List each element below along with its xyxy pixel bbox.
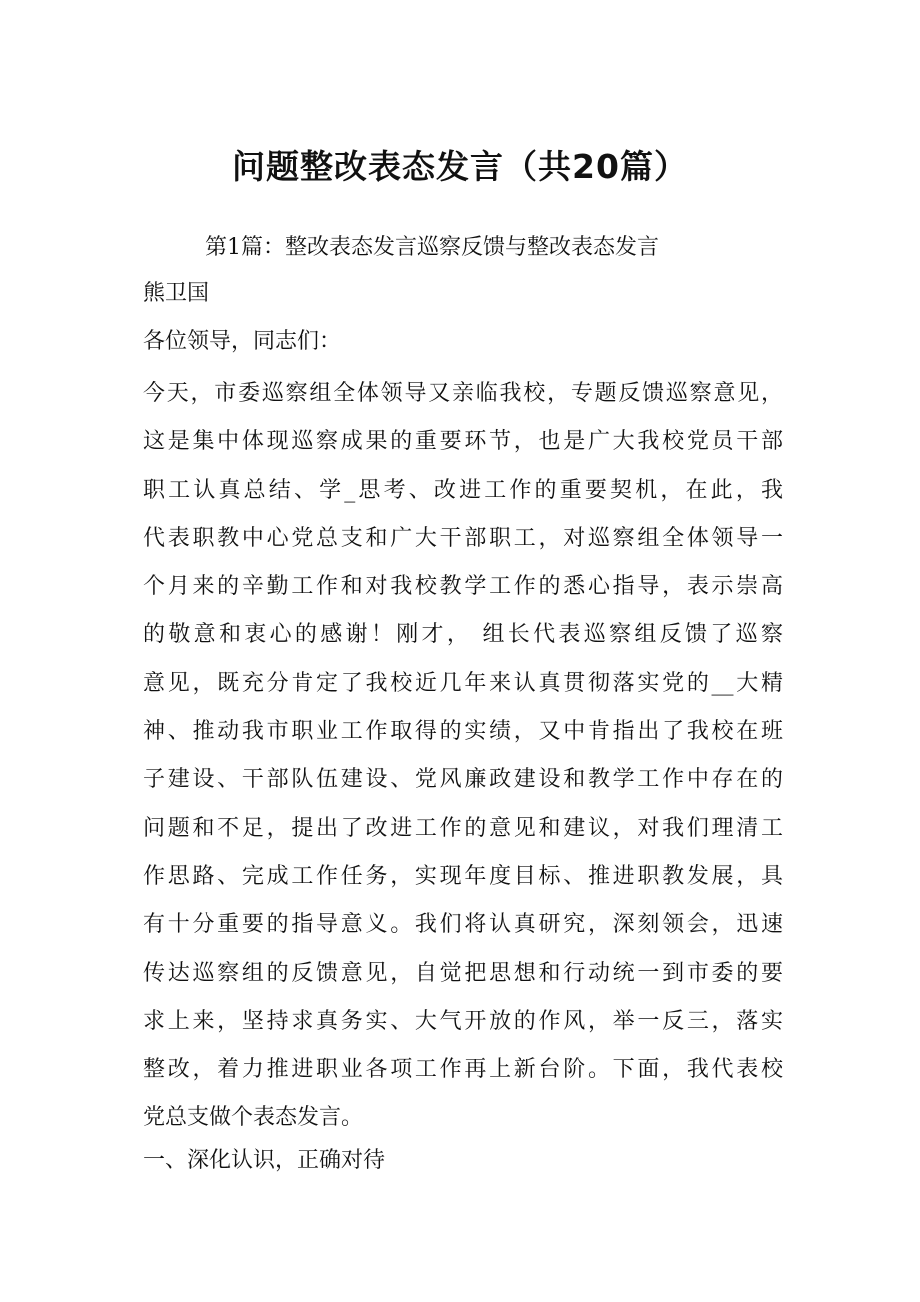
body-line: 个月来的辛勤工作和对我校教学工作的悉心指导，表示崇高 (143, 574, 783, 600)
body-line: 党总支做个表态发言。 (143, 1105, 364, 1131)
body-line: 求上来，坚持求真务实、大气开放的作风，举一反三，落实 (143, 1008, 783, 1034)
body-line: 代表职教中心党总支和广大干部职工，对巡察组全体领导一 (143, 525, 783, 551)
body-line: 意见，既充分肯定了我校近几年来认真贯彻落实党的__大精 (143, 670, 783, 696)
body-line: 这是集中体现巡察成果的重要环节，也是广大我校党员干部 (143, 429, 783, 455)
body-line: 有十分重要的指导意义。我们将认真研究，深刻领会，迅速 (143, 912, 783, 938)
document-subtitle: 第1篇：整改表态发言巡察反馈与整改表态发言 (205, 235, 659, 260)
body-line: 子建设、干部队伍建设、党风廉政建设和教学工作中存在的 (143, 767, 783, 793)
document-title: 问题整改表态发言（共20篇） (232, 147, 688, 186)
body-line: 传达巡察组的反馈意见，自觉把思想和行动统一到市委的要 (143, 960, 783, 986)
body-line: 作思路、完成工作任务，实现年度目标、推进职教发展，具 (143, 863, 783, 889)
author-name: 熊卫国 (143, 281, 210, 306)
body-line: 神、推动我市职业工作取得的实绩，又中肯指出了我校在班 (143, 719, 783, 745)
body-paragraph (143, 370, 783, 1143)
body-line: 的敬意和衷心的感谢！刚才， 组长代表巡察组反馈了巡察 (143, 622, 783, 648)
body-line: 问题和不足，提出了改进工作的意见和建议，对我们理清工 (143, 815, 783, 841)
body-line: 职工认真总结、学_思考、改进工作的重要契机，在此，我 (143, 477, 783, 503)
section-heading: 一、深化认识，正确对待 (143, 1148, 386, 1173)
greeting: 各位领导，同志们： (143, 329, 342, 354)
body-line: 今天，市委巡察组全体领导又亲临我校，专题反馈巡察意见， (143, 381, 783, 406)
body-line: 整改，着力推进职业各项工作再上新台阶。下面，我代表校 (143, 1057, 783, 1083)
